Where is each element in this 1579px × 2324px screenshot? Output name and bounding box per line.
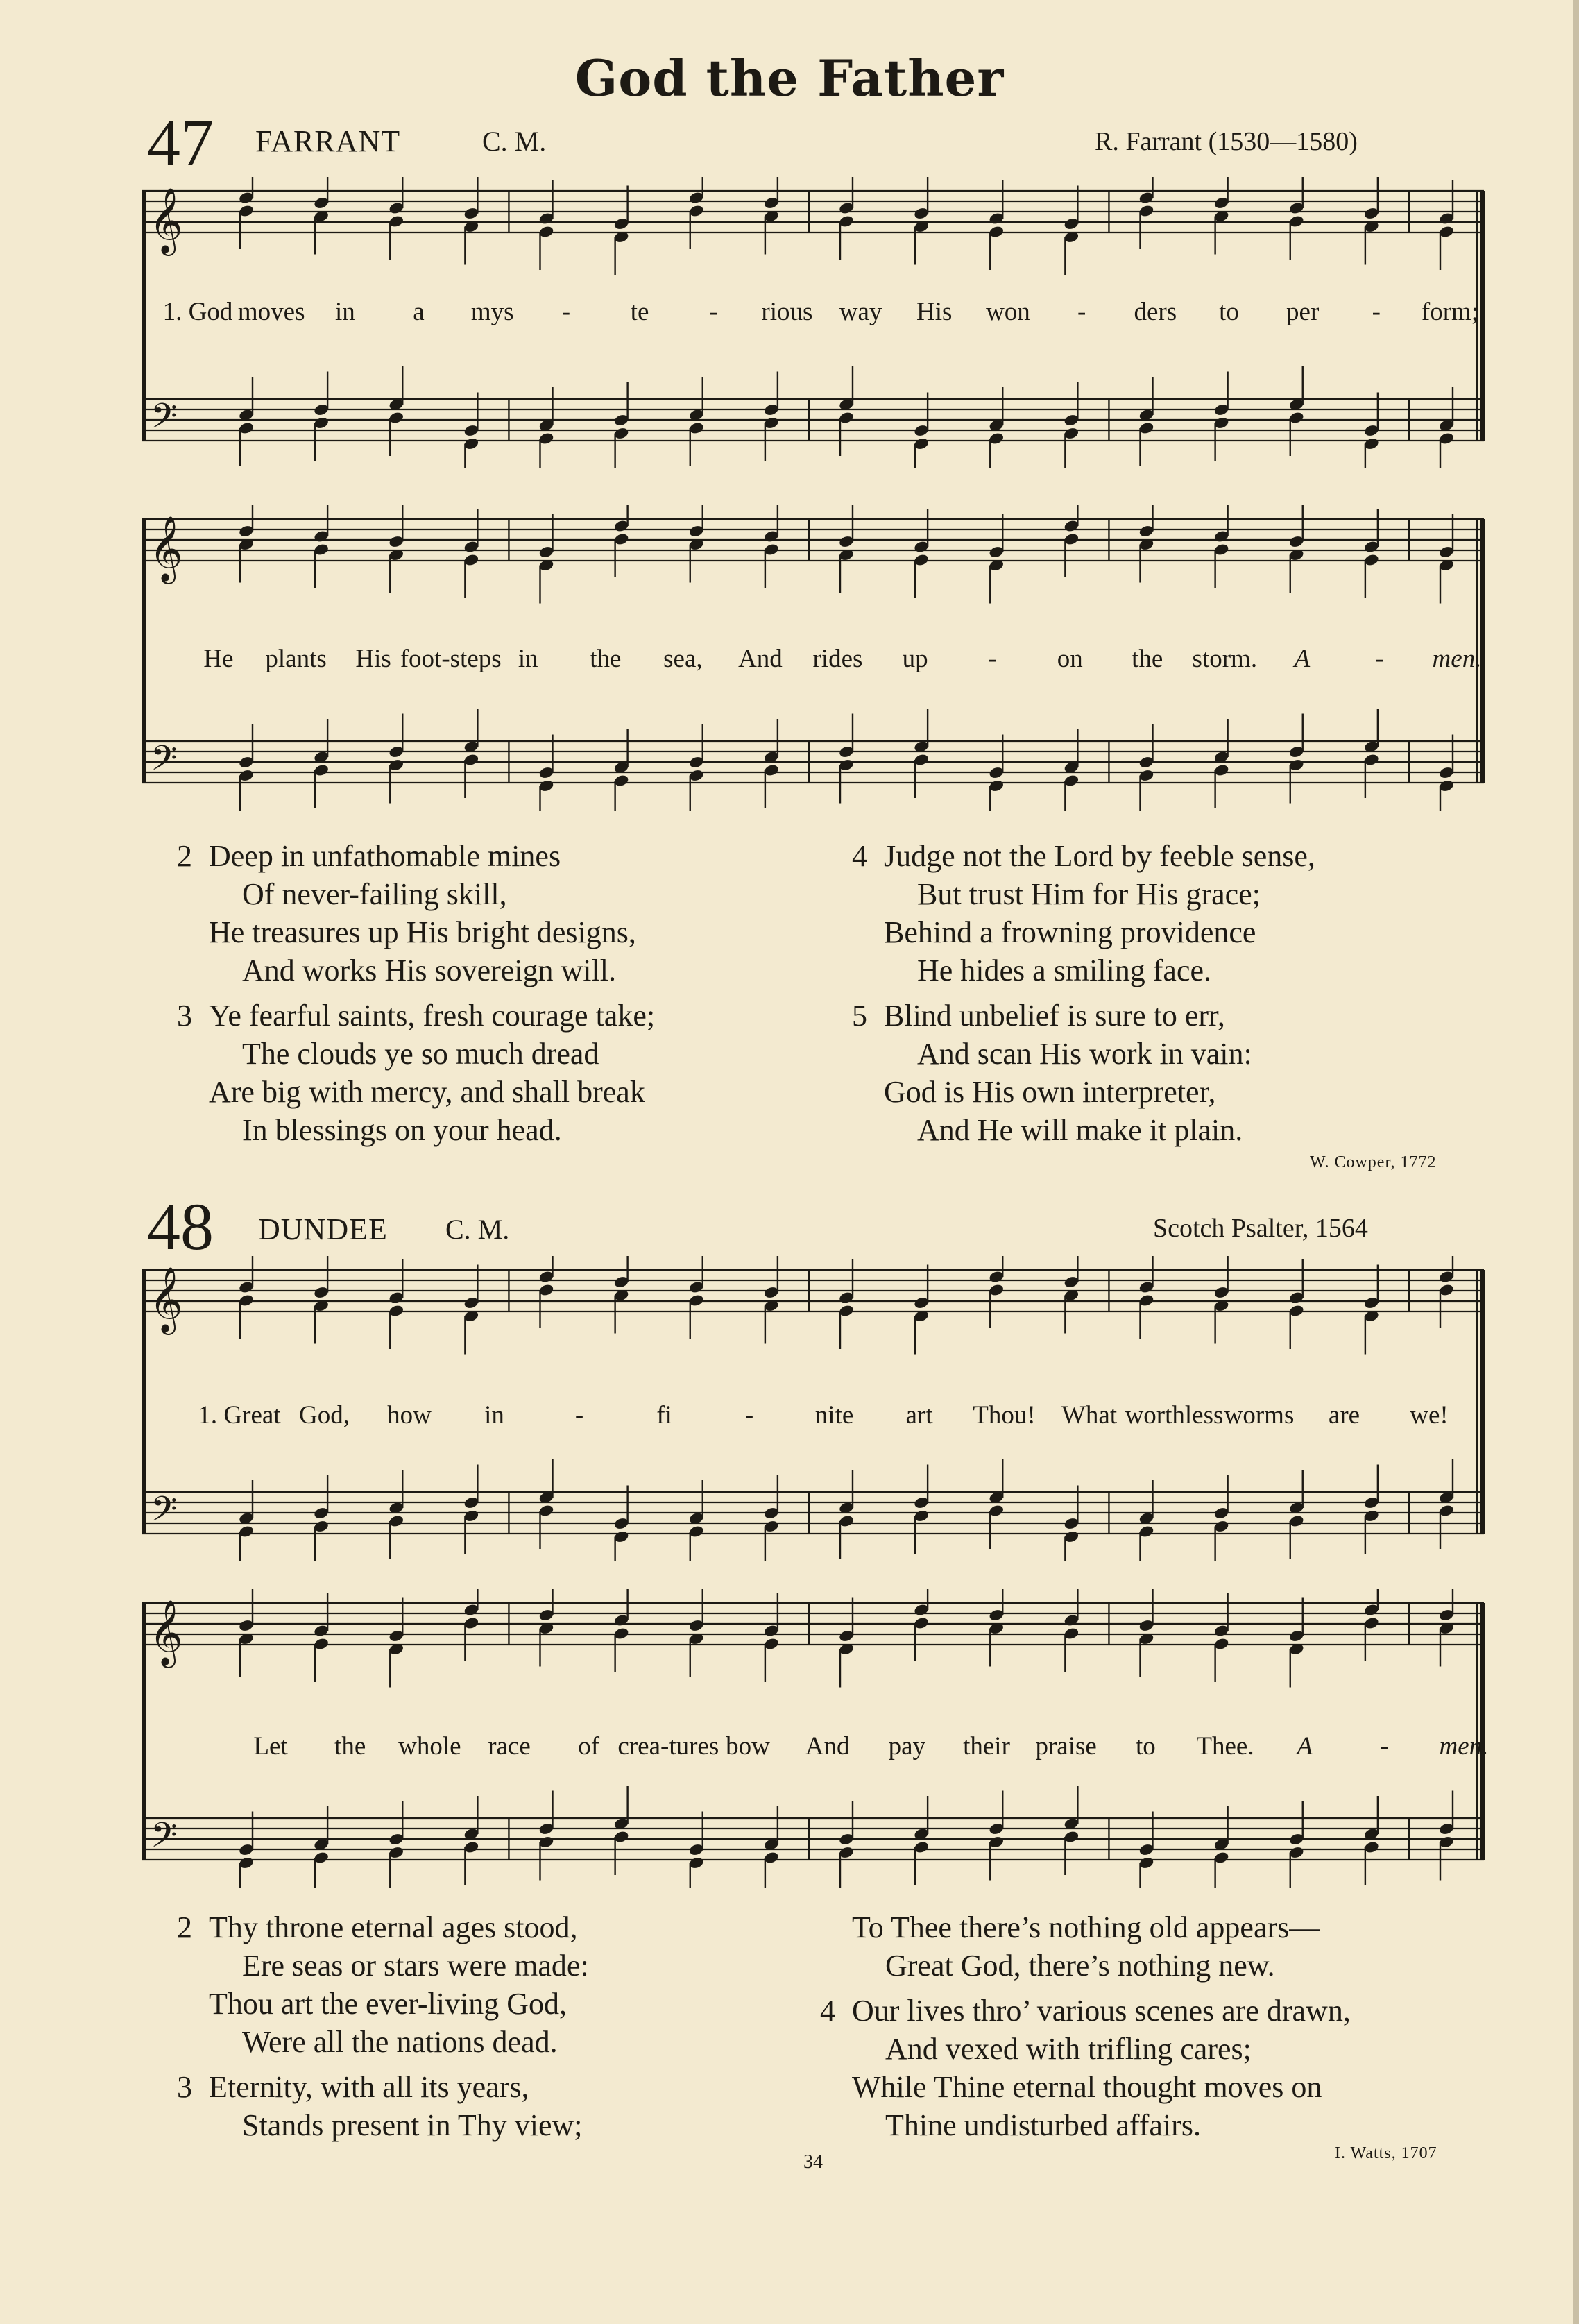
verse-text: He treasures up His bright designs, [209,915,636,949]
verse-text: Thine undisturbed affairs. [885,2108,1201,2142]
lyric-syllable: A [1294,645,1311,673]
lyric-syllable: What [1061,1401,1118,1430]
verse-text: Are big with mercy, and shall break [209,1075,645,1109]
lyric-syllable: ders [1134,298,1177,326]
lyric-syllable: up [902,645,928,673]
verse-line [820,1946,1351,1985]
lyric-syllable: - [1077,298,1086,326]
verse-line [852,875,1315,913]
verse-text: Deep in unfathomable mines [209,839,561,873]
lyric-syllable: the [1132,645,1163,673]
verse-text: And vexed with trifling cares; [885,2032,1252,2066]
bass-clef: 𝄢 [151,1815,178,1864]
lyric-syllable: Let [253,1732,288,1761]
verse-text: Thy throne eternal ages stood, [209,1910,578,1944]
lyric-syllable: worthless [1125,1401,1224,1430]
treble-clef: 𝄞 [149,1600,183,1665]
lyric-syllable: And [738,645,783,673]
verse-text: But trust Him for His grace; [917,877,1261,911]
lyric-syllable: rides [812,645,863,673]
composer: Scotch Psalter, 1564 [1153,1214,1368,1243]
lyric-syllable: per [1286,298,1320,326]
verse-line [177,1985,589,2023]
tune-name: FARRANT [255,124,401,158]
verse-text: To Thee there’s nothing old appears— [852,1910,1320,1944]
verse-number: 4 [820,1994,835,2028]
verse-line [852,837,1315,875]
verse-column [852,837,1315,1149]
lyric-syllable: te [630,298,649,326]
lyric-syllable: - [574,1401,584,1430]
lyric-syllable: - [744,1401,754,1430]
verse-text: Of never-failing skill, [242,877,507,911]
verse-line [177,1908,589,1946]
lyric-syllable: - [1375,645,1384,673]
lyric-syllable: rious [761,298,813,326]
verse-gap [177,990,655,996]
verse-line [177,2023,589,2061]
lyric-syllable: 1. Great [198,1401,281,1430]
lyric-syllable: sea, [663,645,703,673]
lyric-syllable: race [488,1732,531,1761]
verse-line [820,2030,1351,2068]
lyric-syllable: whole [398,1732,461,1761]
lyric-syllable: fi [656,1401,672,1430]
verse-line [177,2106,589,2144]
verse-number: 4 [852,839,867,873]
verse-gap [820,1985,1351,1992]
composer: R. Farrant (1530—1580) [1095,127,1358,156]
verse-text: And works His sovereign will. [242,953,616,987]
treble-clef: 𝄞 [149,1266,183,1332]
verse-text: Were all the nations dead. [242,2025,558,2059]
lyric-syllable: - [1372,298,1381,326]
verse-text: Eternity, with all its years, [209,2070,529,2104]
lyric-syllable: God, [299,1401,350,1430]
lyric-syllable: we! [1410,1401,1449,1430]
verse-gap [852,990,1315,996]
lyric-syllable: in [518,645,538,673]
verse-line [177,1035,655,1073]
tune-name: DUNDEE [258,1212,388,1246]
lyric-syllable: form; [1421,298,1479,326]
verse-text: Ye fearful saints, fresh courage take; [209,999,656,1033]
treble-clef: 𝄞 [149,187,183,253]
lyric-syllable: - [709,298,718,326]
verse-text: Judge not the Lord by feeble sense, [884,839,1315,873]
verse-line [852,996,1315,1035]
lyric-syllable: He [203,645,234,673]
verse-text: Behind a frowning providence [884,915,1256,949]
lyric-syllable: - [561,298,571,326]
verse-column [177,1908,589,2144]
verse-line [177,913,655,951]
verse-text: The clouds ye so much dread [242,1037,599,1071]
lyric-syllable: a [413,298,425,326]
treble-clef: 𝄞 [149,516,183,582]
verse-text: And scan His work in vain: [917,1037,1252,1071]
verse-text: And He will make it plain. [917,1113,1243,1147]
verse-line [820,2106,1351,2144]
bass-clef: 𝄢 [151,396,178,445]
verse-line [177,837,655,875]
lyric-syllable: moves [237,298,305,326]
lyric-syllable: in [484,1401,504,1430]
lyric-syllable: pay [888,1732,926,1761]
page-edge [1573,0,1579,2324]
verse-line [820,1908,1351,1946]
page-number: 34 [803,2151,823,2173]
verse-line [852,951,1315,990]
verse-column [820,1908,1351,2144]
lyric-syllable: worms [1224,1401,1295,1430]
lyric-syllable: to [1135,1732,1156,1761]
verse-line [177,1111,655,1149]
lyric-syllable: - [988,645,997,673]
meter: C. M. [445,1214,510,1245]
lyric-syllable: their [963,1732,1010,1761]
hymn-number: 48 [147,1189,214,1264]
verse-text: God is His own interpreter, [884,1075,1216,1109]
lyric-syllable: art [905,1401,933,1430]
lyric-syllable: are [1328,1401,1360,1430]
verse-line [177,2068,589,2106]
verse-line [177,1073,655,1111]
lyric-syllable: - [1380,1732,1389,1761]
verse-text: In blessings on your head. [242,1113,562,1147]
verse-number: 2 [177,839,192,873]
lyric-syllable: praise [1035,1732,1097,1761]
lyric-syllable: men. [1439,1732,1489,1761]
author-attribution: W. Cowper, 1772 [1310,1153,1437,1171]
verse-number: 2 [177,1910,192,1944]
bass-clef: 𝄢 [151,738,178,787]
verse-text: While Thine eternal thought moves on [852,2070,1322,2104]
verse-column [177,837,655,1149]
lyric-syllable: bow [726,1732,770,1761]
verse-text: Blind unbelief is sure to err, [884,999,1225,1033]
verse-line [852,1073,1315,1111]
lyric-syllable: His [355,645,391,673]
lyric-syllable: the [334,1732,366,1761]
verse-number: 3 [177,2070,192,2104]
bass-clef: 𝄢 [151,1489,178,1538]
lyric-syllable: storm. [1192,645,1258,673]
lyric-syllable: how [387,1401,432,1430]
lyric-syllable: mys [470,298,514,326]
verse-line [852,1111,1315,1149]
lyric-syllable: crea-tures [617,1732,719,1761]
lyric-syllable: His [916,298,953,326]
hymn-number: 47 [147,105,214,180]
lyric-syllable: won [986,298,1030,326]
verse-text: Ere seas or stars were made: [242,1949,589,1983]
verse-text: Great God, there’s nothing new. [885,1949,1275,1983]
verse-text: Thou art the ever-living God, [209,1987,567,2021]
lyric-syllable: of [578,1732,600,1761]
lyric-syllable: plants [265,645,327,673]
verse-line [852,913,1315,951]
lyric-syllable: on [1057,645,1083,673]
lyric-syllable: 1. God [162,298,233,326]
verse-gap [177,2061,589,2068]
verse-number: 3 [177,999,192,1033]
verse-text: Stands present in Thy view; [242,2108,583,2142]
lyric-syllable: A [1297,1732,1313,1761]
verse-text: He hides a smiling face. [917,953,1211,987]
lyric-syllable: foot-steps [400,645,502,673]
lyric-syllable: Thou! [973,1401,1036,1430]
verse-line [177,951,655,990]
verse-line [177,996,655,1035]
lyric-syllable: nite [814,1401,854,1430]
author-attribution: I. Watts, 1707 [1335,2144,1437,2162]
meter: C. M. [482,126,547,157]
verse-line [820,2068,1351,2106]
verse-line [820,1992,1351,2030]
verse-line [852,1035,1315,1073]
lyric-syllable: Thee. [1196,1732,1254,1761]
verse-line [177,875,655,913]
lyric-syllable: And [805,1732,850,1761]
verse-line [177,1946,589,1985]
lyric-syllable: to [1219,298,1239,326]
lyric-syllable: the [590,645,622,673]
section-title: God the Father [574,49,1005,108]
lyric-syllable: way [839,298,882,326]
lyric-syllable: men. [1432,645,1482,673]
lyric-syllable: in [334,298,355,326]
verse-number: 5 [852,999,867,1033]
verse-text: Our lives thro’ various scenes are drawn, [852,1994,1351,2028]
